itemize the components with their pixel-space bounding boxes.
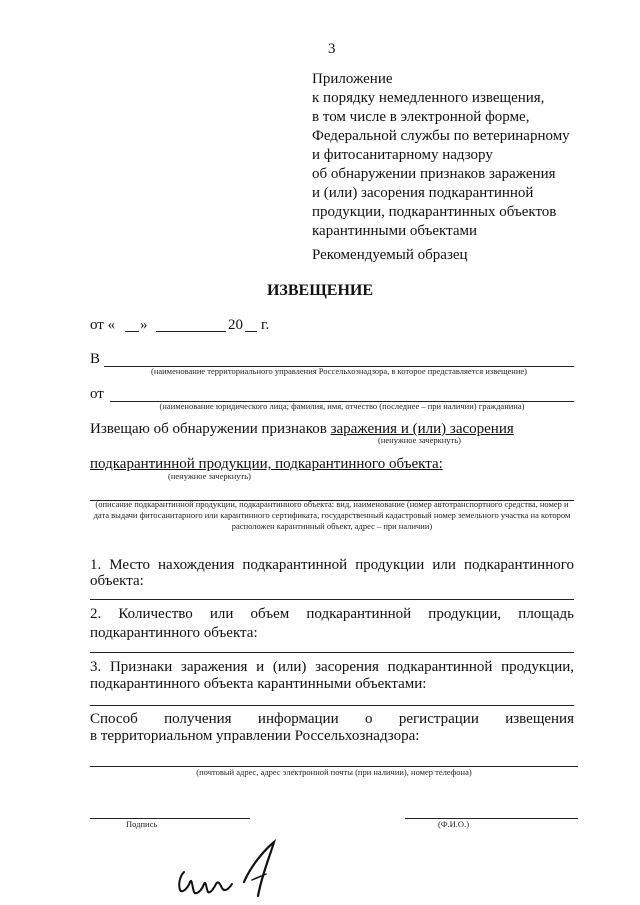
notify-caption: (ненужное зачеркнуть) <box>378 435 461 445</box>
item1-line1: 1. Место нахождения подкарантинной продукции или подкарантинного <box>90 557 574 573</box>
day-blank <box>125 331 139 332</box>
product-caption: (ненужное зачеркнуть) <box>168 471 251 481</box>
year-suffix: г. <box>261 317 270 333</box>
method-caption: (почтовый адрес, адрес электронной почты (при наличии), номер телефона) <box>196 767 472 777</box>
notify-underlined: заражения и (или) засорения <box>330 421 514 437</box>
from-prefix: от <box>90 386 104 402</box>
appendix-line: Федеральной службы по ветеринарному <box>312 128 570 144</box>
item3-blank-line <box>90 705 574 706</box>
method-line1: Способ получения информации о регистрации извещения <box>90 711 574 727</box>
item3-line2: подкарантинного объекта карантинными объектами: <box>90 676 427 692</box>
appendix-line: об обнаружении признаков заражения <box>312 166 556 182</box>
month-blank <box>156 331 226 332</box>
from-caption: (наименование юридического лица; фамилия, имя, отчество (последнее – при наличии) гражданина) <box>159 401 525 411</box>
page-number: 3 <box>328 41 336 57</box>
appendix-line: карантинными объектами <box>312 223 478 239</box>
appendix-line: в том числе в электронной форме, <box>312 109 530 125</box>
item2-line1: 2. Количество или объем подкарантинной продукции, площадь <box>90 606 574 622</box>
item1-blank-line <box>90 599 574 600</box>
appendix-line: продукции, подкарантинных объектов <box>312 204 557 220</box>
appendix-line: и (или) засорения подкарантинной <box>312 185 534 201</box>
item2-blank-line <box>90 652 574 653</box>
appendix-line: и фитосанитарному надзору <box>312 147 493 163</box>
to-prefix: В <box>90 351 101 367</box>
item3-line1: 3. Признаки заражения и (или) засорения подкарантинной продукции, <box>90 659 574 675</box>
name-label: (Ф.И.О.) <box>438 819 470 829</box>
recommended-sample: Рекомендуемый образец <box>312 247 468 263</box>
product-line: подкарантинной продукции, подкарантинного объекта: <box>90 456 443 472</box>
notify-lead: Извещаю об обнаружении признаков <box>90 421 327 437</box>
appendix-title: Приложение <box>312 71 393 87</box>
to-caption: (наименование территориального управления Россельхознадзора, в которое представляется извещение) <box>150 366 527 376</box>
signature-label: Подпись <box>126 819 158 829</box>
method-line2: в территориальном управлении Россельхознадзора: <box>90 728 420 744</box>
handwritten-signature <box>170 838 310 900</box>
year-prefix: 20 <box>228 317 243 333</box>
item1-line2: объекта: <box>90 573 144 589</box>
date-from: от « <box>90 317 116 333</box>
description-caption: (описание подкарантинной продукции, подкарантинного объекта: вид, наименование (номер автотранспортного средства, номер и дата выдачи фитосанитарного или карантинного сертификата, государственный кадастровый номер земельного участка на котором расположен карантинный объект, адрес – при наличии) <box>93 499 571 531</box>
date-quote-close: » <box>140 317 148 333</box>
document-title: ИЗВЕЩЕНИЕ <box>266 282 374 299</box>
appendix-line: к порядку немедленного извещения, <box>312 90 545 106</box>
item2-line2: подкарантинного объекта: <box>90 625 258 641</box>
year-blank <box>245 331 257 332</box>
appendix-block <box>312 70 612 241</box>
